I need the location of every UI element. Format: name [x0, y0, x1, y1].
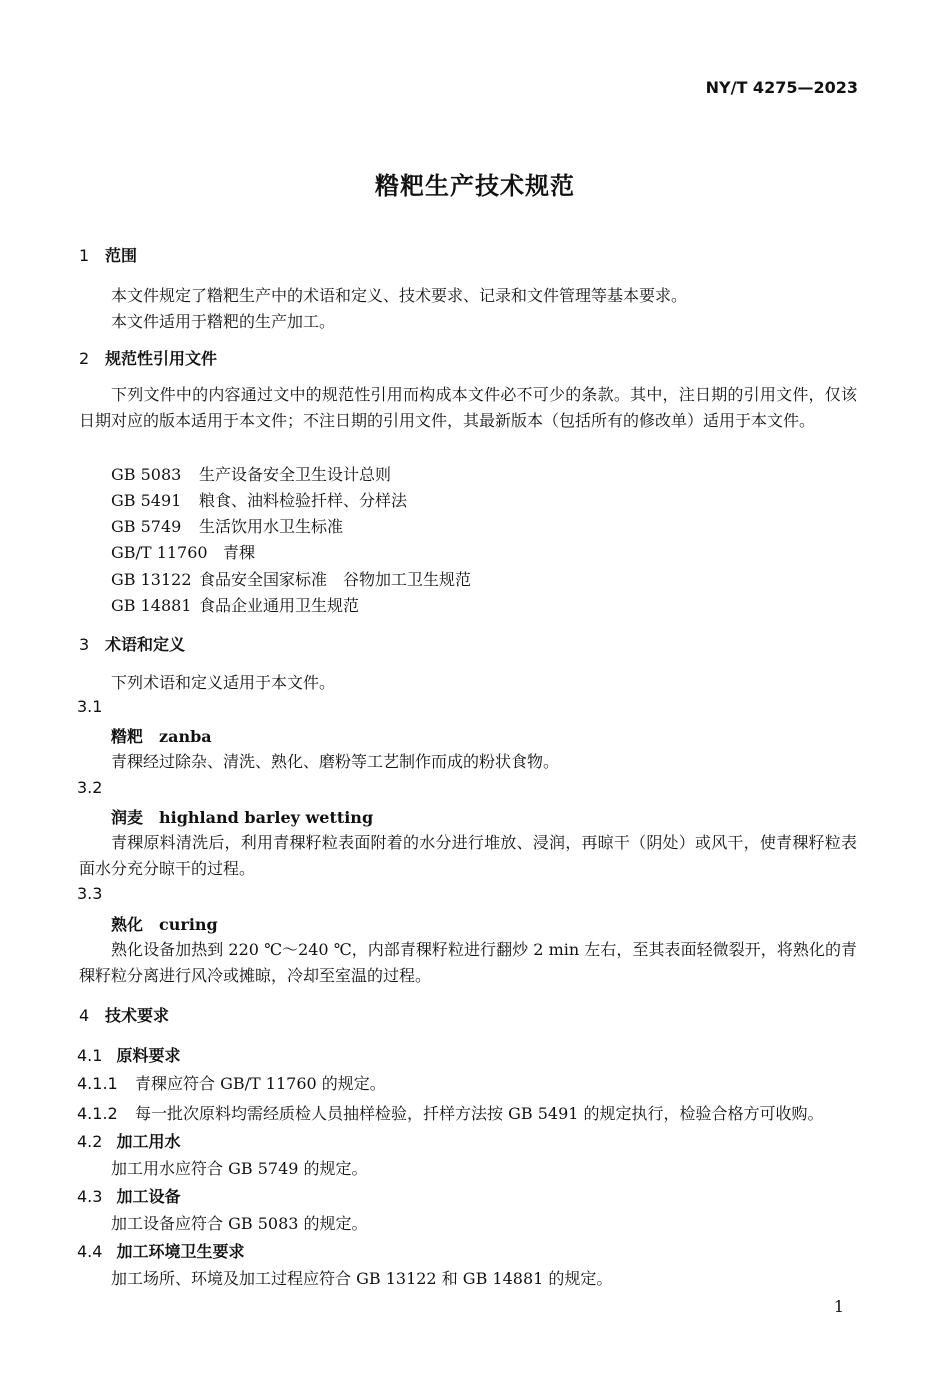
- reference-code: GB/T 11760: [111, 543, 208, 562]
- term-number: 3.2: [77, 778, 103, 797]
- clause-4-1-2: [77, 1101, 824, 1124]
- section-number: 2: [79, 349, 90, 368]
- section-number: 4: [79, 1006, 90, 1025]
- reference-title: 食品安全国家标准 谷物加工卫生规范: [199, 570, 472, 589]
- clause-number: 4.1: [77, 1046, 103, 1065]
- clause-4-2-heading: [77, 1129, 180, 1152]
- clause-number: 4.3: [77, 1187, 103, 1206]
- clause-text: 青稞应符合 GB/T 11760 的规定。: [135, 1074, 386, 1093]
- reference-title: 生产设备安全卫生设计总则: [199, 465, 392, 484]
- document-title: 糌粑生产技术规范: [375, 172, 575, 200]
- reference-code: GB 5491: [111, 491, 182, 510]
- section-title: 范围: [105, 246, 138, 265]
- section-title: 技术要求: [105, 1006, 170, 1025]
- term-zh: 熟化: [111, 915, 144, 934]
- term-heading: [111, 912, 218, 935]
- reference-item: [111, 514, 343, 537]
- reference-item: [111, 462, 391, 485]
- section-4-heading: [79, 1003, 169, 1026]
- clause-title: 加工环境卫生要求: [116, 1242, 245, 1261]
- reference-code: GB 13122: [111, 570, 192, 589]
- terms-intro: 下列术语和定义适用于本文件。: [111, 673, 336, 692]
- scope-paragraph-2: 本文件适用于糌粑的生产加工。: [111, 312, 336, 331]
- clause-title: 加工设备: [116, 1187, 181, 1206]
- reference-code: GB 5083: [111, 465, 182, 484]
- section-title: 术语和定义: [105, 635, 186, 654]
- reference-code: GB 5749: [111, 517, 182, 536]
- term-definition: 青稞原料清洗后，利用青稞籽粒表面附着的水分进行堆放、浸润，再晾干（阴处）或风干，使青稞籽粒表面水分充分晾干的过程。: [79, 833, 857, 878]
- reference-title: 粮食、油料检验扦样、分样法: [199, 491, 408, 510]
- term-en: highland barley wetting: [159, 808, 374, 827]
- clause-number: 4.4: [77, 1242, 103, 1261]
- reference-item: [111, 567, 471, 590]
- section-title: 规范性引用文件: [105, 349, 218, 368]
- clause-number: 4.2: [77, 1132, 103, 1151]
- clause-4-2-text: 加工用水应符合 GB 5749 的规定。: [111, 1159, 368, 1178]
- references-intro-paragraph: 下列文件中的内容通过文中的规范性引用而构成本文件必不可少的条款。其中，注日期的引用文件，仅该日期对应的版本适用于本文件；不注日期的引用文件，其最新版本（包括所有的修改单）适用于本文件。: [79, 385, 857, 430]
- page-number: 1: [833, 1297, 844, 1316]
- reference-title: 生活饮用水卫生标准: [199, 517, 344, 536]
- section-3-heading: [79, 632, 185, 655]
- term-en: zanba: [159, 727, 212, 746]
- section-1-heading: [79, 243, 137, 266]
- reference-title: 食品企业通用卫生规范: [199, 596, 360, 615]
- clause-number: 4.1.1: [77, 1074, 118, 1093]
- clause-4-4-heading: [77, 1239, 244, 1262]
- term-heading: [111, 724, 212, 747]
- term-number: 3.1: [77, 697, 103, 716]
- scope-paragraph-1: 本文件规定了糌粑生产中的术语和定义、技术要求、记录和文件管理等基本要求。: [111, 286, 688, 305]
- clause-4-4-text: 加工场所、环境及加工过程应符合 GB 13122 和 GB 14881 的规定。: [111, 1269, 613, 1288]
- reference-item: [111, 593, 359, 616]
- clause-4-3-text: 加工设备应符合 GB 5083 的规定。: [111, 1214, 368, 1233]
- clause-title: 原料要求: [116, 1046, 181, 1065]
- clause-4-1-heading: [77, 1043, 180, 1066]
- term-definition: 熟化设备加热到 220 ℃～240 ℃，内部青稞籽粒进行翻炒 2 min 左右，至其表面轻微裂开，将熟化的青稞籽粒分离进行风冷或摊晾，冷却至室温的过程。: [79, 940, 857, 985]
- term-number: 3.3: [77, 884, 103, 903]
- clause-4-1-1: [77, 1071, 386, 1094]
- reference-item: [111, 488, 407, 511]
- clause-4-3-heading: [77, 1184, 180, 1207]
- section-2-heading: [79, 346, 217, 369]
- term-zh: 润麦: [111, 808, 144, 827]
- term-heading: [111, 805, 373, 828]
- standard-code: NY/T 4275—2023: [705, 78, 858, 97]
- reference-code: GB 14881: [111, 596, 192, 615]
- term-en: curing: [159, 915, 218, 934]
- term-zh: 糌粑: [111, 727, 144, 746]
- clause-number: 4.1.2: [77, 1104, 118, 1123]
- clause-text: 每一批次原料均需经质检人员抽样检验，扦样方法按 GB 5491 的规定执行，检验合格方可收购。: [135, 1104, 824, 1123]
- clause-title: 加工用水: [116, 1132, 181, 1151]
- section-number: 3: [79, 635, 90, 654]
- reference-item: [111, 540, 255, 563]
- section-number: 1: [79, 246, 90, 265]
- reference-title: 青稞: [223, 543, 256, 562]
- term-definition: 青稞经过除杂、清洗、熟化、磨粉等工艺制作而成的粉状食物。: [111, 752, 560, 771]
